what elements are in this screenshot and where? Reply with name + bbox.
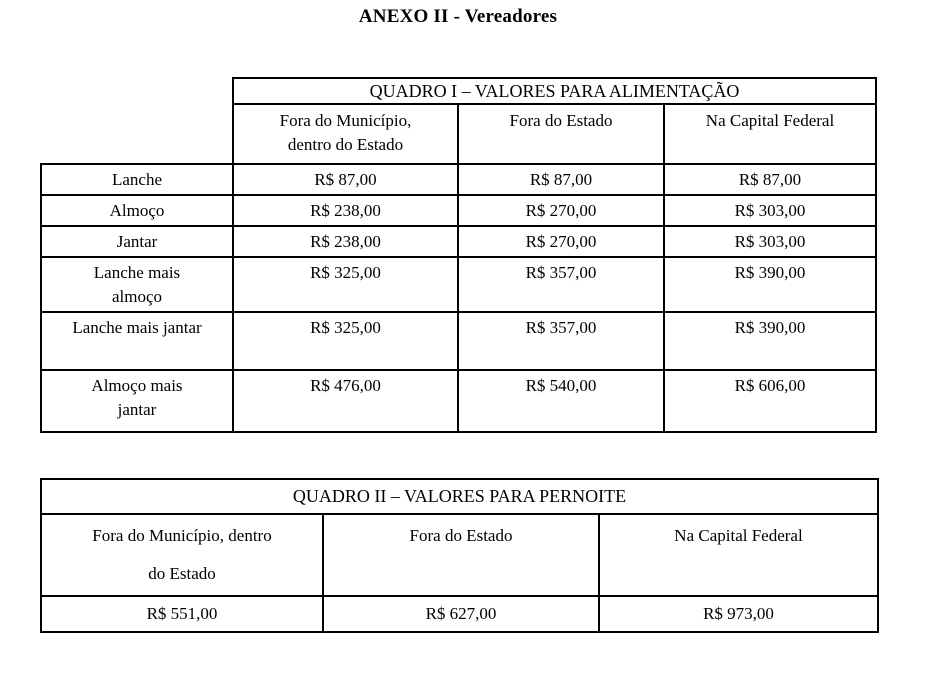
label-line: Almoço mais bbox=[91, 376, 183, 395]
header-line: Na Capital Federal bbox=[705, 111, 835, 130]
quadro2-title: QUADRO II – VALORES PARA PERNOITE bbox=[41, 479, 878, 514]
value-cell: R$ 325,00 bbox=[233, 312, 458, 370]
value-cell: R$ 606,00 bbox=[664, 370, 876, 432]
value-cell: R$ 303,00 bbox=[664, 226, 876, 257]
value-cell: R$ 238,00 bbox=[233, 195, 458, 226]
quadro1-column-header-estado bbox=[458, 104, 664, 164]
table-row-lanche-mais-almoco bbox=[41, 257, 876, 312]
label-line: Lanche mais bbox=[93, 263, 181, 282]
row-label bbox=[41, 195, 233, 226]
value-cell: R$ 973,00 bbox=[599, 596, 878, 632]
label-line: Jantar bbox=[116, 232, 158, 251]
value-cell: R$ 357,00 bbox=[458, 312, 664, 370]
table-row-almoco bbox=[41, 195, 876, 226]
label-line: Lanche mais jantar bbox=[72, 318, 202, 337]
value-cell: R$ 270,00 bbox=[458, 195, 664, 226]
label-line: Lanche bbox=[111, 170, 163, 189]
value-cell: R$ 87,00 bbox=[233, 164, 458, 195]
quadro2-column-header-capital bbox=[599, 514, 878, 596]
quadro1-title: QUADRO I – VALORES PARA ALIMENTAÇÃO bbox=[233, 78, 876, 104]
value-cell: R$ 551,00 bbox=[41, 596, 323, 632]
quadro1-header-row bbox=[41, 104, 876, 164]
header-line: Na Capital Federal bbox=[674, 526, 803, 545]
value-cell: R$ 238,00 bbox=[233, 226, 458, 257]
header-line: do Estado bbox=[148, 564, 216, 583]
header-line: Fora do Estado bbox=[409, 526, 513, 545]
header-line: Fora do Estado bbox=[509, 111, 613, 130]
quadro2-title-row bbox=[41, 479, 878, 514]
value-cell: R$ 390,00 bbox=[664, 312, 876, 370]
value-cell: R$ 87,00 bbox=[458, 164, 664, 195]
row-label bbox=[41, 164, 233, 195]
value-cell: R$ 390,00 bbox=[664, 257, 876, 312]
empty-corner-cell bbox=[41, 104, 233, 164]
header-line: Fora do Município, dentro bbox=[92, 526, 272, 545]
page-title: ANEXO II - Vereadores bbox=[358, 6, 558, 27]
table-row-lanche bbox=[41, 164, 876, 195]
quadro1-column-header-capital bbox=[664, 104, 876, 164]
value-cell: R$ 357,00 bbox=[458, 257, 664, 312]
header-line: dentro do Estado bbox=[287, 135, 404, 154]
table-row-jantar bbox=[41, 226, 876, 257]
table-row-lanche-mais-jantar bbox=[41, 312, 876, 370]
value-cell: R$ 87,00 bbox=[664, 164, 876, 195]
quadro2-column-header-estado bbox=[323, 514, 599, 596]
label-line: jantar bbox=[117, 400, 157, 419]
value-cell: R$ 540,00 bbox=[458, 370, 664, 432]
value-cell: R$ 270,00 bbox=[458, 226, 664, 257]
value-cell: R$ 325,00 bbox=[233, 257, 458, 312]
row-label bbox=[41, 312, 233, 370]
value-cell: R$ 476,00 bbox=[233, 370, 458, 432]
quadro2-column-header-municipio bbox=[41, 514, 323, 596]
row-label bbox=[41, 226, 233, 257]
value-cell: R$ 627,00 bbox=[323, 596, 599, 632]
header-line: Fora do Município, bbox=[279, 111, 412, 130]
value-cell: R$ 303,00 bbox=[664, 195, 876, 226]
label-line: almoço bbox=[111, 287, 163, 306]
quadro2-header-row bbox=[41, 514, 878, 596]
empty-corner-cell bbox=[41, 78, 233, 104]
label-line: Almoço bbox=[109, 201, 165, 220]
quadro1-title-row bbox=[41, 78, 876, 104]
quadro2-table bbox=[40, 478, 879, 633]
table-row-almoco-mais-jantar bbox=[41, 370, 876, 432]
quadro2-values-row bbox=[41, 596, 878, 632]
row-label bbox=[41, 257, 233, 312]
row-label bbox=[41, 370, 233, 432]
quadro1-table bbox=[40, 77, 877, 433]
quadro1-column-header-municipio bbox=[233, 104, 458, 164]
